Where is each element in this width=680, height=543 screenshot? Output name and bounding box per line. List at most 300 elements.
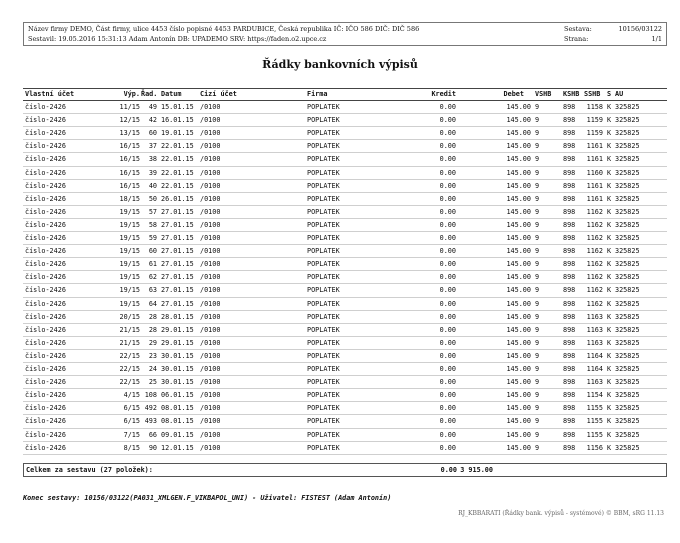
cell-account: číslo-2426 bbox=[25, 116, 66, 125]
table-row bbox=[23, 219, 667, 232]
cell-vs: 9 bbox=[535, 155, 540, 164]
cell-credit: 0.00 bbox=[439, 194, 456, 203]
company-line: Název firmy DEMO, Část firmy, ulice 4453 číslo popisné 4453 PARDUBICE, Česká republika IČ: IČO 586 DIČ: DIČ 586 bbox=[28, 25, 420, 33]
cell-s: K bbox=[607, 116, 612, 125]
cell-account: číslo-2426 bbox=[25, 155, 66, 164]
cell-statement: 19/15 bbox=[119, 260, 140, 269]
cell-line: 38 bbox=[148, 155, 157, 164]
cell-ks: 898 bbox=[563, 116, 576, 125]
cell-vs: 9 bbox=[535, 391, 540, 400]
cell-debit: 145.00 bbox=[506, 273, 531, 282]
cell-ks: 898 bbox=[563, 194, 576, 203]
cell-line: 493 bbox=[144, 417, 157, 426]
cell-vs: 9 bbox=[535, 129, 540, 138]
cell-s: K bbox=[607, 312, 612, 321]
cell-firm: POPLATEK bbox=[307, 220, 340, 229]
cell-s: K bbox=[607, 365, 612, 373]
table-row bbox=[23, 101, 667, 114]
table-row bbox=[23, 298, 667, 311]
cell-line: 29 bbox=[148, 338, 157, 347]
cell-statement: 16/15 bbox=[119, 168, 140, 177]
cell-account: číslo-2426 bbox=[25, 417, 66, 426]
cell-foreign-account: /0100 bbox=[200, 378, 221, 387]
cell-date: 27.01.15 bbox=[161, 286, 194, 295]
cell-firm: POPLATEK bbox=[307, 273, 340, 282]
cell-statement: 19/15 bbox=[119, 220, 140, 229]
cell-account: číslo-2426 bbox=[25, 312, 66, 321]
cell-debit: 145.00 bbox=[506, 417, 531, 426]
cell-ks: 898 bbox=[563, 351, 576, 360]
cell-debit: 145.00 bbox=[506, 168, 531, 177]
cell-vs: 9 bbox=[535, 338, 540, 347]
cell-s: K bbox=[607, 299, 612, 308]
cell-firm: POPLATEK bbox=[307, 338, 340, 347]
cell-firm: POPLATEK bbox=[307, 417, 340, 426]
cell-ks: 898 bbox=[563, 299, 576, 308]
cell-au: 325825 bbox=[615, 430, 640, 439]
cell-ss: 1158 bbox=[586, 103, 603, 111]
cell-foreign-account: /0100 bbox=[200, 351, 221, 360]
cell-firm: POPLATEK bbox=[307, 155, 340, 164]
cell-vs: 9 bbox=[535, 168, 540, 177]
cell-debit: 145.00 bbox=[506, 207, 531, 216]
col-header-debit: Debet bbox=[503, 90, 524, 98]
cell-ks: 898 bbox=[563, 417, 576, 426]
cell-credit: 0.00 bbox=[439, 234, 456, 242]
cell-ss: 1154 bbox=[586, 391, 603, 400]
cell-credit: 0.00 bbox=[439, 430, 456, 439]
report-title: Řádky bankovních výpisů bbox=[262, 58, 418, 71]
author-line: Sestavil: 19.05.2016 15:31:13 Adam Antonín DB: UPADEMO SRV: https://faden.o2.upce.cz bbox=[28, 35, 327, 43]
cell-vs: 9 bbox=[535, 430, 540, 439]
cell-statement: 20/15 bbox=[119, 312, 140, 321]
cell-vs: 9 bbox=[535, 299, 540, 308]
cell-ks: 898 bbox=[563, 234, 576, 242]
cell-ks: 898 bbox=[563, 325, 576, 334]
cell-vs: 9 bbox=[535, 103, 540, 111]
col-header-date: Datum bbox=[161, 90, 182, 98]
cell-line: 108 bbox=[144, 391, 157, 400]
cell-credit: 0.00 bbox=[439, 417, 456, 426]
cell-account: číslo-2426 bbox=[25, 247, 66, 256]
cell-ss: 1161 bbox=[586, 181, 603, 190]
cell-s: K bbox=[607, 142, 612, 151]
cell-date: 27.01.15 bbox=[161, 234, 194, 242]
cell-au: 325825 bbox=[615, 142, 640, 151]
table-row bbox=[23, 324, 667, 337]
cell-debit: 145.00 bbox=[506, 234, 531, 242]
cell-account: číslo-2426 bbox=[25, 181, 66, 190]
cell-firm: POPLATEK bbox=[307, 325, 340, 334]
cell-account: číslo-2426 bbox=[25, 338, 66, 347]
cell-au: 325825 bbox=[615, 286, 640, 295]
cell-line: 60 bbox=[148, 247, 157, 256]
cell-foreign-account: /0100 bbox=[200, 417, 221, 426]
cell-ss: 1161 bbox=[586, 155, 603, 164]
totals-box bbox=[23, 463, 667, 477]
table-row bbox=[23, 376, 667, 389]
cell-firm: POPLATEK bbox=[307, 129, 340, 138]
sestava-value: 10156/03122 bbox=[618, 25, 662, 33]
cell-ss: 1163 bbox=[586, 378, 603, 387]
cell-foreign-account: /0100 bbox=[200, 273, 221, 282]
cell-vs: 9 bbox=[535, 260, 540, 269]
cell-credit: 0.00 bbox=[439, 207, 456, 216]
cell-foreign-account: /0100 bbox=[200, 103, 221, 111]
cell-debit: 145.00 bbox=[506, 325, 531, 334]
cell-au: 325825 bbox=[615, 312, 640, 321]
table-row bbox=[23, 167, 667, 180]
cell-foreign-account: /0100 bbox=[200, 325, 221, 334]
cell-line: 42 bbox=[148, 116, 157, 125]
table-row bbox=[23, 258, 667, 271]
cell-account: číslo-2426 bbox=[25, 234, 66, 242]
cell-date: 29.01.15 bbox=[161, 325, 194, 334]
cell-ss: 1155 bbox=[586, 404, 603, 413]
cell-ss: 1162 bbox=[586, 207, 603, 216]
cell-statement: 22/15 bbox=[119, 365, 140, 373]
cell-debit: 145.00 bbox=[506, 430, 531, 439]
cell-au: 325825 bbox=[615, 338, 640, 347]
cell-ks: 898 bbox=[563, 247, 576, 256]
cell-ks: 898 bbox=[563, 220, 576, 229]
cell-foreign-account: /0100 bbox=[200, 168, 221, 177]
cell-statement: 6/15 bbox=[123, 404, 140, 413]
cell-date: 08.01.15 bbox=[161, 404, 194, 413]
cell-line: 49 bbox=[148, 103, 157, 111]
cell-firm: POPLATEK bbox=[307, 103, 340, 111]
cell-date: 22.01.15 bbox=[161, 181, 194, 190]
col-header-statement: Výp. bbox=[123, 90, 140, 98]
cell-credit: 0.00 bbox=[439, 351, 456, 360]
cell-line: 25 bbox=[148, 378, 157, 387]
cell-statement: 18/15 bbox=[119, 194, 140, 203]
cell-date: 30.01.15 bbox=[161, 378, 194, 387]
cell-ks: 898 bbox=[563, 430, 576, 439]
cell-line: 90 bbox=[148, 443, 157, 452]
cell-account: číslo-2426 bbox=[25, 129, 66, 138]
cell-statement: 7/15 bbox=[123, 430, 140, 439]
cell-debit: 145.00 bbox=[506, 338, 531, 347]
cell-debit: 145.00 bbox=[506, 260, 531, 269]
cell-foreign-account: /0100 bbox=[200, 312, 221, 321]
table-row bbox=[23, 180, 667, 193]
cell-account: číslo-2426 bbox=[25, 299, 66, 308]
report-header bbox=[23, 22, 667, 46]
row-separator bbox=[23, 454, 667, 455]
cell-date: 22.01.15 bbox=[161, 168, 194, 177]
cell-ss: 1162 bbox=[586, 234, 603, 242]
col-header-au: AU bbox=[615, 90, 624, 98]
cell-line: 50 bbox=[148, 194, 157, 203]
cell-firm: POPLATEK bbox=[307, 351, 340, 360]
cell-statement: 11/15 bbox=[119, 103, 140, 111]
cell-ks: 898 bbox=[563, 286, 576, 295]
cell-line: 58 bbox=[148, 220, 157, 229]
table-row bbox=[23, 442, 667, 455]
cell-firm: POPLATEK bbox=[307, 378, 340, 387]
cell-s: K bbox=[607, 168, 612, 177]
cell-credit: 0.00 bbox=[439, 378, 456, 387]
cell-debit: 145.00 bbox=[506, 351, 531, 360]
cell-s: K bbox=[607, 129, 612, 138]
cell-s: K bbox=[607, 391, 612, 400]
cell-account: číslo-2426 bbox=[25, 194, 66, 203]
cell-statement: 16/15 bbox=[119, 181, 140, 190]
cell-au: 325825 bbox=[615, 378, 640, 387]
cell-firm: POPLATEK bbox=[307, 312, 340, 321]
cell-statement: 16/15 bbox=[119, 142, 140, 151]
cell-ks: 898 bbox=[563, 155, 576, 164]
cell-line: 57 bbox=[148, 207, 157, 216]
cell-line: 63 bbox=[148, 286, 157, 295]
col-header-firm: Firma bbox=[307, 90, 328, 98]
cell-s: K bbox=[607, 430, 612, 439]
cell-ss: 1161 bbox=[586, 142, 603, 151]
cell-au: 325825 bbox=[615, 417, 640, 426]
cell-s: K bbox=[607, 181, 612, 190]
cell-firm: POPLATEK bbox=[307, 286, 340, 295]
cell-ss: 1162 bbox=[586, 273, 603, 282]
cell-credit: 0.00 bbox=[439, 181, 456, 190]
cell-firm: POPLATEK bbox=[307, 430, 340, 439]
cell-au: 325825 bbox=[615, 116, 640, 125]
cell-firm: POPLATEK bbox=[307, 168, 340, 177]
table-row bbox=[23, 271, 667, 284]
col-header-line: Řad. bbox=[141, 90, 158, 98]
cell-vs: 9 bbox=[535, 443, 540, 452]
cell-au: 325825 bbox=[615, 299, 640, 308]
cell-credit: 0.00 bbox=[439, 325, 456, 334]
cell-statement: 19/15 bbox=[119, 234, 140, 242]
table-row bbox=[23, 350, 667, 363]
cell-vs: 9 bbox=[535, 273, 540, 282]
cell-line: 492 bbox=[144, 404, 157, 413]
cell-au: 325825 bbox=[615, 325, 640, 334]
cell-s: K bbox=[607, 220, 612, 229]
cell-date: 26.01.15 bbox=[161, 194, 194, 203]
table-row bbox=[23, 337, 667, 350]
cell-debit: 145.00 bbox=[506, 103, 531, 111]
cell-foreign-account: /0100 bbox=[200, 194, 221, 203]
cell-statement: 6/15 bbox=[123, 417, 140, 426]
cell-au: 325825 bbox=[615, 207, 640, 216]
cell-credit: 0.00 bbox=[439, 260, 456, 269]
cell-s: K bbox=[607, 234, 612, 242]
cell-ks: 898 bbox=[563, 378, 576, 387]
cell-au: 325825 bbox=[615, 155, 640, 164]
cell-line: 28 bbox=[148, 325, 157, 334]
cell-vs: 9 bbox=[535, 351, 540, 360]
strana-label: Strana: bbox=[564, 35, 589, 43]
cell-debit: 145.00 bbox=[506, 129, 531, 138]
cell-ks: 898 bbox=[563, 207, 576, 216]
cell-ks: 898 bbox=[563, 404, 576, 413]
cell-ks: 898 bbox=[563, 365, 576, 373]
cell-statement: 19/15 bbox=[119, 273, 140, 282]
cell-au: 325825 bbox=[615, 181, 640, 190]
cell-date: 15.01.15 bbox=[161, 103, 194, 111]
cell-date: 27.01.15 bbox=[161, 299, 194, 308]
cell-statement: 12/15 bbox=[119, 116, 140, 125]
cell-credit: 0.00 bbox=[439, 365, 456, 373]
cell-vs: 9 bbox=[535, 234, 540, 242]
cell-account: číslo-2426 bbox=[25, 365, 66, 373]
cell-s: K bbox=[607, 404, 612, 413]
cell-ss: 1162 bbox=[586, 286, 603, 295]
cell-date: 19.01.15 bbox=[161, 129, 194, 138]
cell-account: číslo-2426 bbox=[25, 286, 66, 295]
cell-line: 59 bbox=[148, 234, 157, 242]
cell-s: K bbox=[607, 260, 612, 269]
cell-ss: 1162 bbox=[586, 260, 603, 269]
cell-date: 30.01.15 bbox=[161, 351, 194, 360]
col-header-account: Vlastní účet bbox=[25, 90, 75, 98]
cell-vs: 9 bbox=[535, 417, 540, 426]
cell-credit: 0.00 bbox=[439, 273, 456, 282]
col-header-foreign-account: Cizí účet bbox=[200, 90, 237, 98]
table-row bbox=[23, 311, 667, 324]
cell-au: 325825 bbox=[615, 220, 640, 229]
cell-vs: 9 bbox=[535, 207, 540, 216]
cell-ks: 898 bbox=[563, 168, 576, 177]
table-row bbox=[23, 127, 667, 140]
cell-debit: 145.00 bbox=[506, 247, 531, 256]
cell-debit: 145.00 bbox=[506, 312, 531, 321]
table-row bbox=[23, 232, 667, 245]
cell-date: 28.01.15 bbox=[161, 312, 194, 321]
cell-date: 27.01.15 bbox=[161, 273, 194, 282]
cell-line: 39 bbox=[148, 168, 157, 177]
cell-ks: 898 bbox=[563, 391, 576, 400]
cell-credit: 0.00 bbox=[439, 404, 456, 413]
cell-statement: 19/15 bbox=[119, 299, 140, 308]
cell-s: K bbox=[607, 286, 612, 295]
cell-ss: 1163 bbox=[586, 338, 603, 347]
cell-account: číslo-2426 bbox=[25, 168, 66, 177]
cell-firm: POPLATEK bbox=[307, 404, 340, 413]
cell-statement: 19/15 bbox=[119, 247, 140, 256]
cell-foreign-account: /0100 bbox=[200, 430, 221, 439]
cell-au: 325825 bbox=[615, 365, 640, 373]
cell-date: 30.01.15 bbox=[161, 365, 194, 373]
cell-vs: 9 bbox=[535, 181, 540, 190]
cell-ss: 1164 bbox=[586, 365, 603, 373]
cell-debit: 145.00 bbox=[506, 220, 531, 229]
cell-statement: 19/15 bbox=[119, 207, 140, 216]
cell-firm: POPLATEK bbox=[307, 260, 340, 269]
table-row bbox=[23, 284, 667, 297]
cell-vs: 9 bbox=[535, 247, 540, 256]
cell-account: číslo-2426 bbox=[25, 207, 66, 216]
cell-s: K bbox=[607, 378, 612, 387]
cell-date: 22.01.15 bbox=[161, 142, 194, 151]
cell-firm: POPLATEK bbox=[307, 207, 340, 216]
cell-statement: 4/15 bbox=[123, 391, 140, 400]
cell-ss: 1155 bbox=[586, 417, 603, 426]
cell-date: 27.01.15 bbox=[161, 247, 194, 256]
cell-credit: 0.00 bbox=[439, 299, 456, 308]
cell-date: 22.01.15 bbox=[161, 155, 194, 164]
table-row bbox=[23, 402, 667, 415]
cell-statement: 8/15 bbox=[123, 443, 140, 452]
cell-ss: 1163 bbox=[586, 312, 603, 321]
col-header-ss: SSHB bbox=[584, 90, 601, 98]
cell-au: 325825 bbox=[615, 273, 640, 282]
col-header-credit: Kredit bbox=[431, 90, 456, 98]
cell-ks: 898 bbox=[563, 443, 576, 452]
table-row bbox=[23, 206, 667, 219]
table-row bbox=[23, 429, 667, 442]
cell-date: 06.01.15 bbox=[161, 391, 194, 400]
cell-s: K bbox=[607, 417, 612, 426]
cell-account: číslo-2426 bbox=[25, 391, 66, 400]
cell-date: 27.01.15 bbox=[161, 220, 194, 229]
cell-vs: 9 bbox=[535, 220, 540, 229]
cell-firm: POPLATEK bbox=[307, 247, 340, 256]
cell-ss: 1162 bbox=[586, 299, 603, 308]
cell-firm: POPLATEK bbox=[307, 234, 340, 242]
table-row bbox=[23, 389, 667, 402]
cell-foreign-account: /0100 bbox=[200, 391, 221, 400]
totals-debit: 3 915.00 bbox=[460, 466, 493, 474]
cell-au: 325825 bbox=[615, 443, 640, 452]
cell-foreign-account: /0100 bbox=[200, 260, 221, 269]
totals-label: Celkem za sestavu (27 položek): bbox=[26, 466, 153, 474]
totals-credit: 0.00 bbox=[440, 466, 457, 474]
cell-firm: POPLATEK bbox=[307, 181, 340, 190]
cell-foreign-account: /0100 bbox=[200, 181, 221, 190]
cell-ss: 1163 bbox=[586, 325, 603, 334]
cell-statement: 21/15 bbox=[119, 325, 140, 334]
cell-line: 28 bbox=[148, 312, 157, 321]
cell-debit: 145.00 bbox=[506, 286, 531, 295]
cell-date: 12.01.15 bbox=[161, 443, 194, 452]
cell-vs: 9 bbox=[535, 142, 540, 151]
cell-s: K bbox=[607, 103, 612, 111]
cell-account: číslo-2426 bbox=[25, 220, 66, 229]
cell-ks: 898 bbox=[563, 260, 576, 269]
cell-statement: 19/15 bbox=[119, 286, 140, 295]
cell-ss: 1156 bbox=[586, 443, 603, 452]
cell-credit: 0.00 bbox=[439, 443, 456, 452]
cell-foreign-account: /0100 bbox=[200, 286, 221, 295]
table-row bbox=[23, 415, 667, 428]
cell-ss: 1155 bbox=[586, 430, 603, 439]
cell-s: K bbox=[607, 273, 612, 282]
cell-account: číslo-2426 bbox=[25, 404, 66, 413]
table-row bbox=[23, 193, 667, 206]
cell-vs: 9 bbox=[535, 325, 540, 334]
cell-account: číslo-2426 bbox=[25, 142, 66, 151]
cell-firm: POPLATEK bbox=[307, 365, 340, 373]
cell-credit: 0.00 bbox=[439, 286, 456, 295]
cell-foreign-account: /0100 bbox=[200, 155, 221, 164]
cell-date: 08.01.15 bbox=[161, 417, 194, 426]
cell-account: číslo-2426 bbox=[25, 430, 66, 439]
cell-s: K bbox=[607, 351, 612, 360]
table-row bbox=[23, 245, 667, 258]
cell-debit: 145.00 bbox=[506, 391, 531, 400]
cell-firm: POPLATEK bbox=[307, 116, 340, 125]
cell-vs: 9 bbox=[535, 378, 540, 387]
cell-ss: 1160 bbox=[586, 168, 603, 177]
cell-account: číslo-2426 bbox=[25, 351, 66, 360]
cell-s: K bbox=[607, 155, 612, 164]
cell-line: 23 bbox=[148, 351, 157, 360]
cell-ks: 898 bbox=[563, 129, 576, 138]
cell-foreign-account: /0100 bbox=[200, 207, 221, 216]
